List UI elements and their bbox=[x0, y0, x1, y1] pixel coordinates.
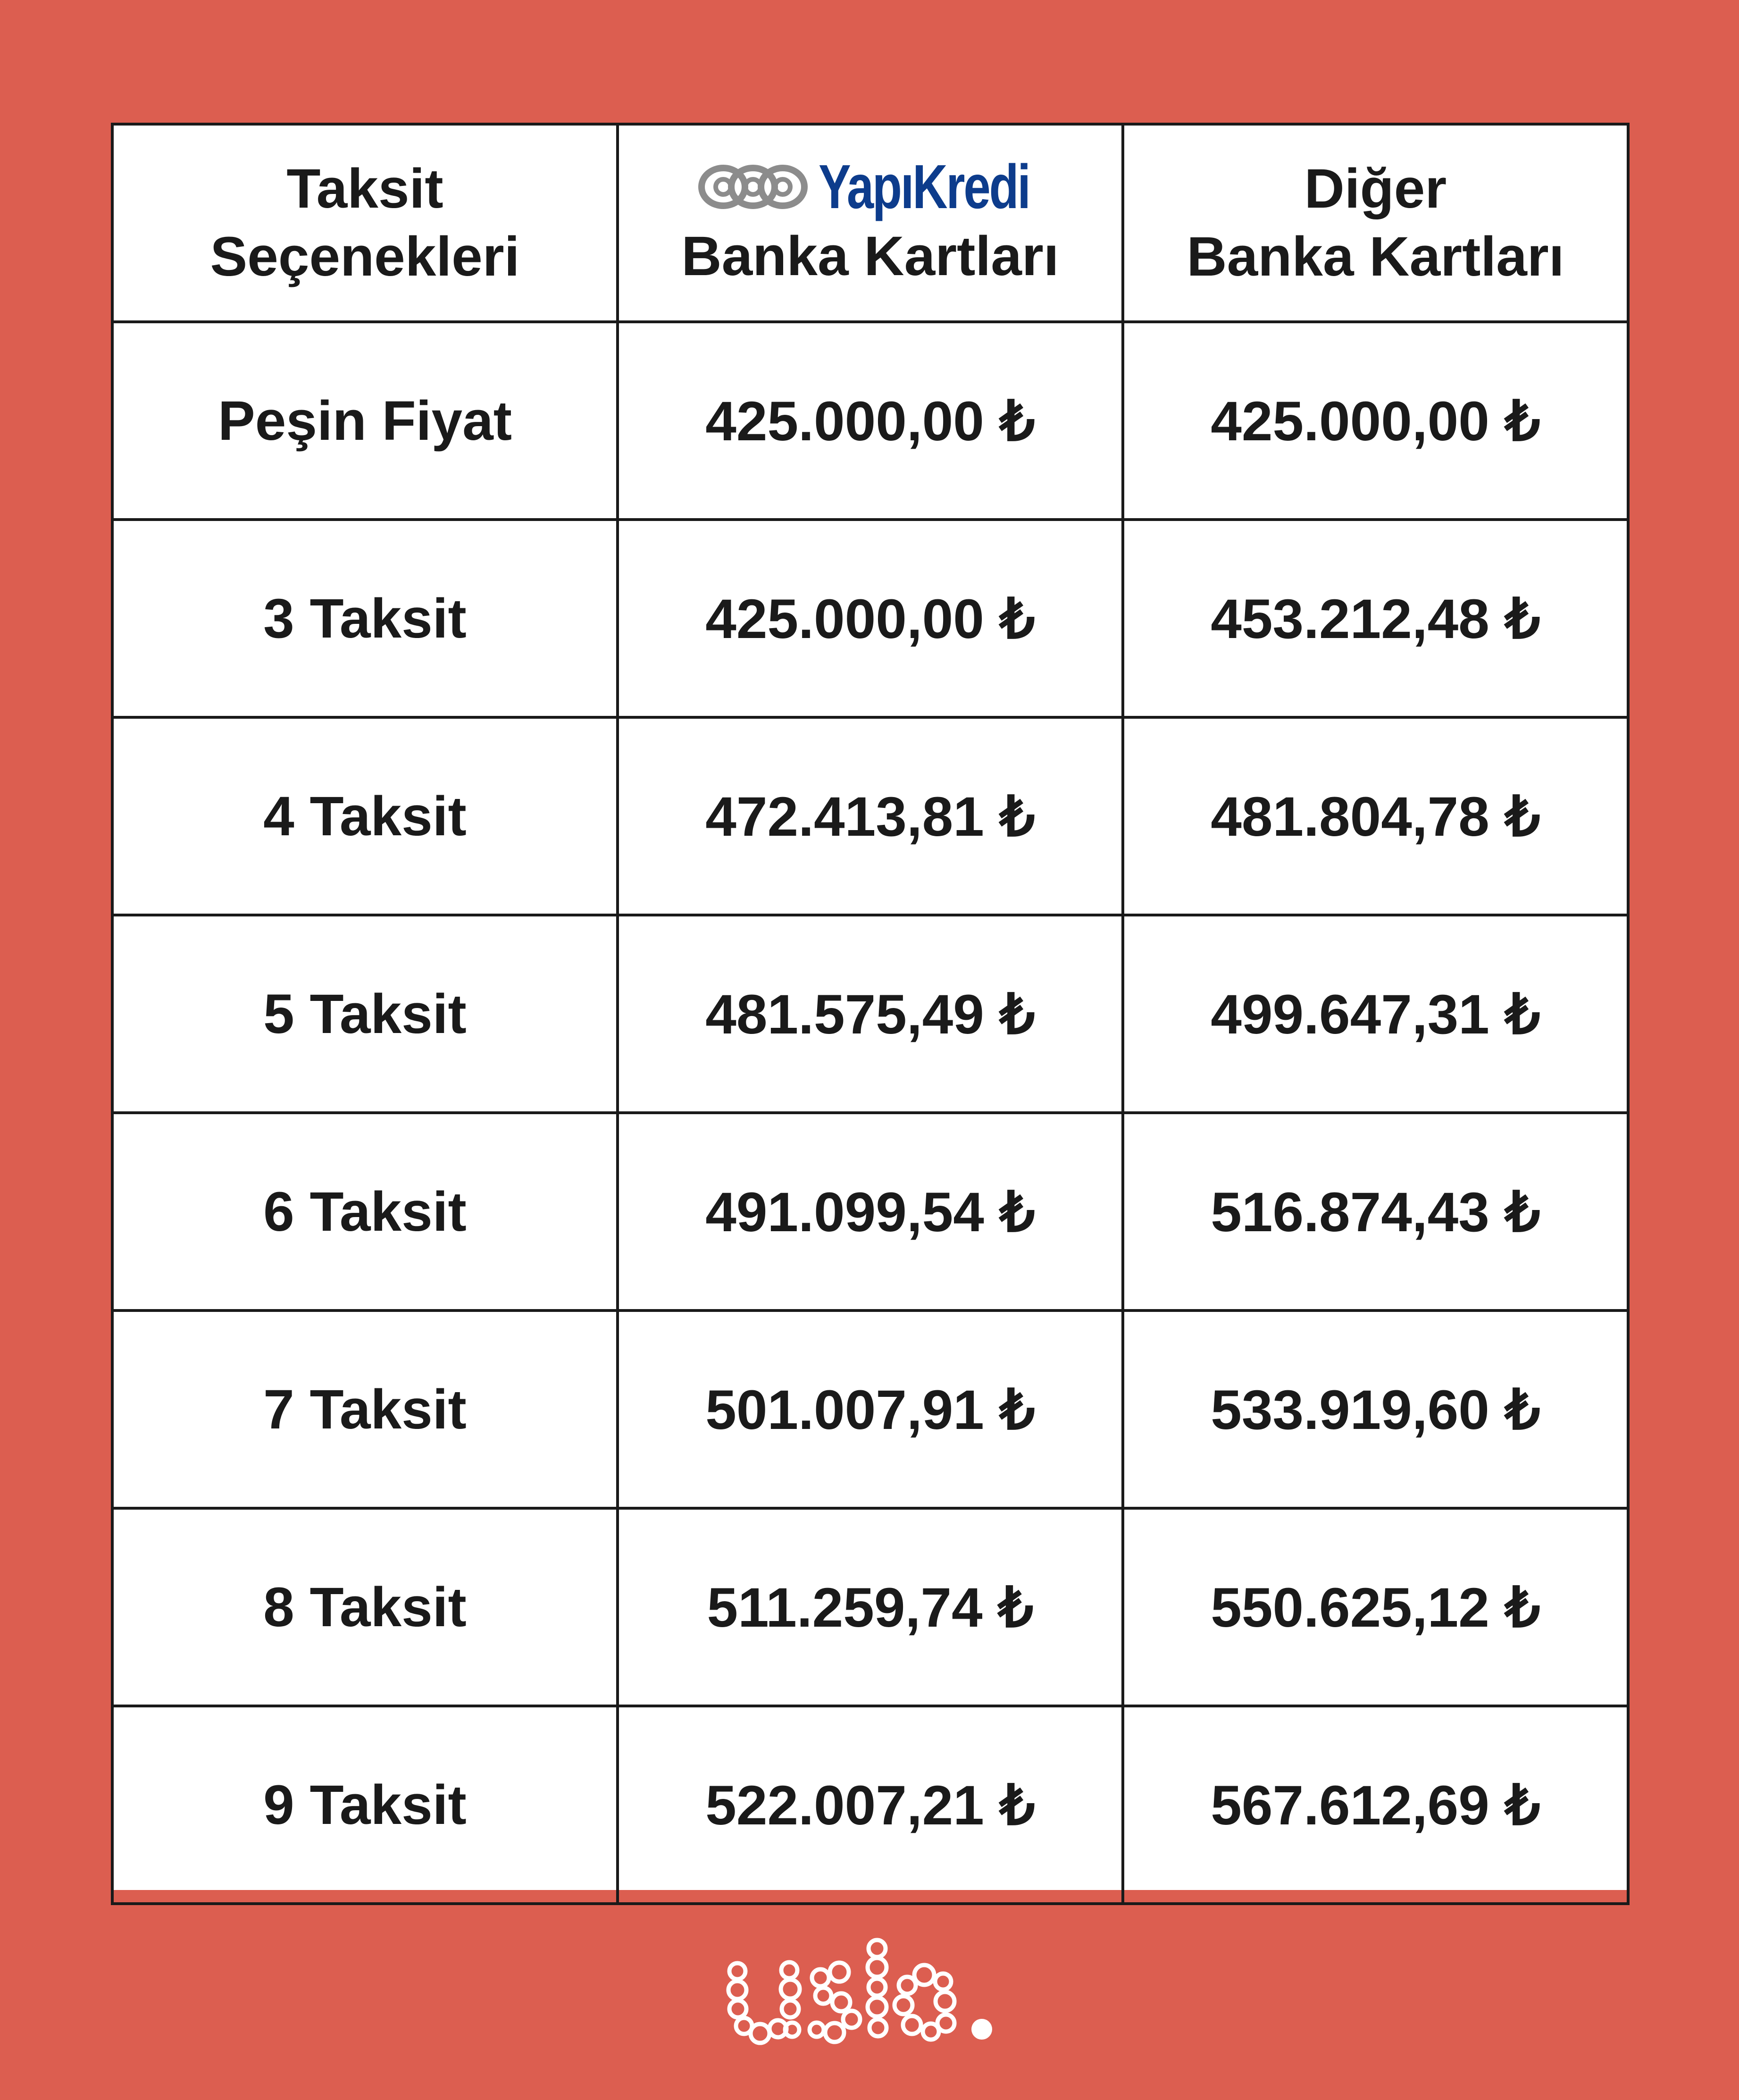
row-label: 8 Taksit bbox=[112, 1508, 618, 1706]
table-header-row bbox=[112, 124, 1628, 322]
other-bank-price: 516.874,43 ₺ bbox=[1123, 1113, 1628, 1310]
row-label: 7 Taksit bbox=[112, 1310, 618, 1508]
yapikredi-price: 481.575,49 ₺ bbox=[618, 915, 1123, 1113]
other-bank-price: 567.612,69 ₺ bbox=[1123, 1706, 1628, 1904]
table-row bbox=[112, 322, 1628, 520]
row-label: Peşin Fiyat bbox=[112, 322, 618, 520]
header-yapikredi-cards bbox=[618, 124, 1123, 322]
header-col2-subtitle: Banka Kartları bbox=[681, 225, 1059, 287]
table-row bbox=[112, 717, 1628, 915]
table-row bbox=[112, 915, 1628, 1113]
row-label: 9 Taksit bbox=[112, 1706, 618, 1904]
header-installment-options bbox=[112, 124, 618, 322]
row-label: 4 Taksit bbox=[112, 717, 618, 915]
other-bank-price: 425.000,00 ₺ bbox=[1123, 322, 1628, 520]
installment-table bbox=[111, 123, 1630, 1905]
row-label: 6 Taksit bbox=[112, 1113, 618, 1310]
table-row bbox=[112, 520, 1628, 717]
yapikredi-price: 511.259,74 ₺ bbox=[618, 1508, 1123, 1706]
other-bank-price: 499.647,31 ₺ bbox=[1123, 915, 1628, 1113]
table-row bbox=[112, 1508, 1628, 1706]
other-bank-price: 550.625,12 ₺ bbox=[1123, 1508, 1628, 1706]
yapikredi-wordmark: YapıKredi bbox=[819, 151, 1029, 221]
yapikredi-logo bbox=[619, 151, 1121, 221]
yapikredi-price: 425.000,00 ₺ bbox=[618, 322, 1123, 520]
header-col1-line2: Seçenekleri bbox=[210, 225, 520, 288]
yapikredi-price: 425.000,00 ₺ bbox=[618, 520, 1123, 717]
installment-table-container bbox=[111, 123, 1627, 1890]
yapikredi-infinity-icon bbox=[694, 159, 812, 215]
table-row bbox=[112, 1113, 1628, 1310]
yapikredi-price: 491.099,54 ₺ bbox=[618, 1113, 1123, 1310]
table-row bbox=[112, 1706, 1628, 1904]
yapikredi-price: 501.007,91 ₺ bbox=[618, 1310, 1123, 1508]
yapikredi-price: 522.007,21 ₺ bbox=[618, 1706, 1123, 1904]
row-label: 5 Taksit bbox=[112, 915, 618, 1113]
header-other-bank-cards bbox=[1123, 124, 1628, 322]
header-col3-line2: Banka Kartları bbox=[1187, 225, 1564, 288]
header-col1-line1: Taksit bbox=[286, 157, 443, 220]
table-row bbox=[112, 1310, 1628, 1508]
usla-logo-icon bbox=[723, 1932, 1016, 2050]
other-bank-price: 453.212,48 ₺ bbox=[1123, 520, 1628, 717]
other-bank-price: 533.919,60 ₺ bbox=[1123, 1310, 1628, 1508]
usla-logo bbox=[0, 1930, 1739, 2053]
other-bank-price: 481.804,78 ₺ bbox=[1123, 717, 1628, 915]
yapikredi-price: 472.413,81 ₺ bbox=[618, 717, 1123, 915]
row-label: 3 Taksit bbox=[112, 520, 618, 717]
header-col3-line1: Diğer bbox=[1304, 157, 1447, 220]
